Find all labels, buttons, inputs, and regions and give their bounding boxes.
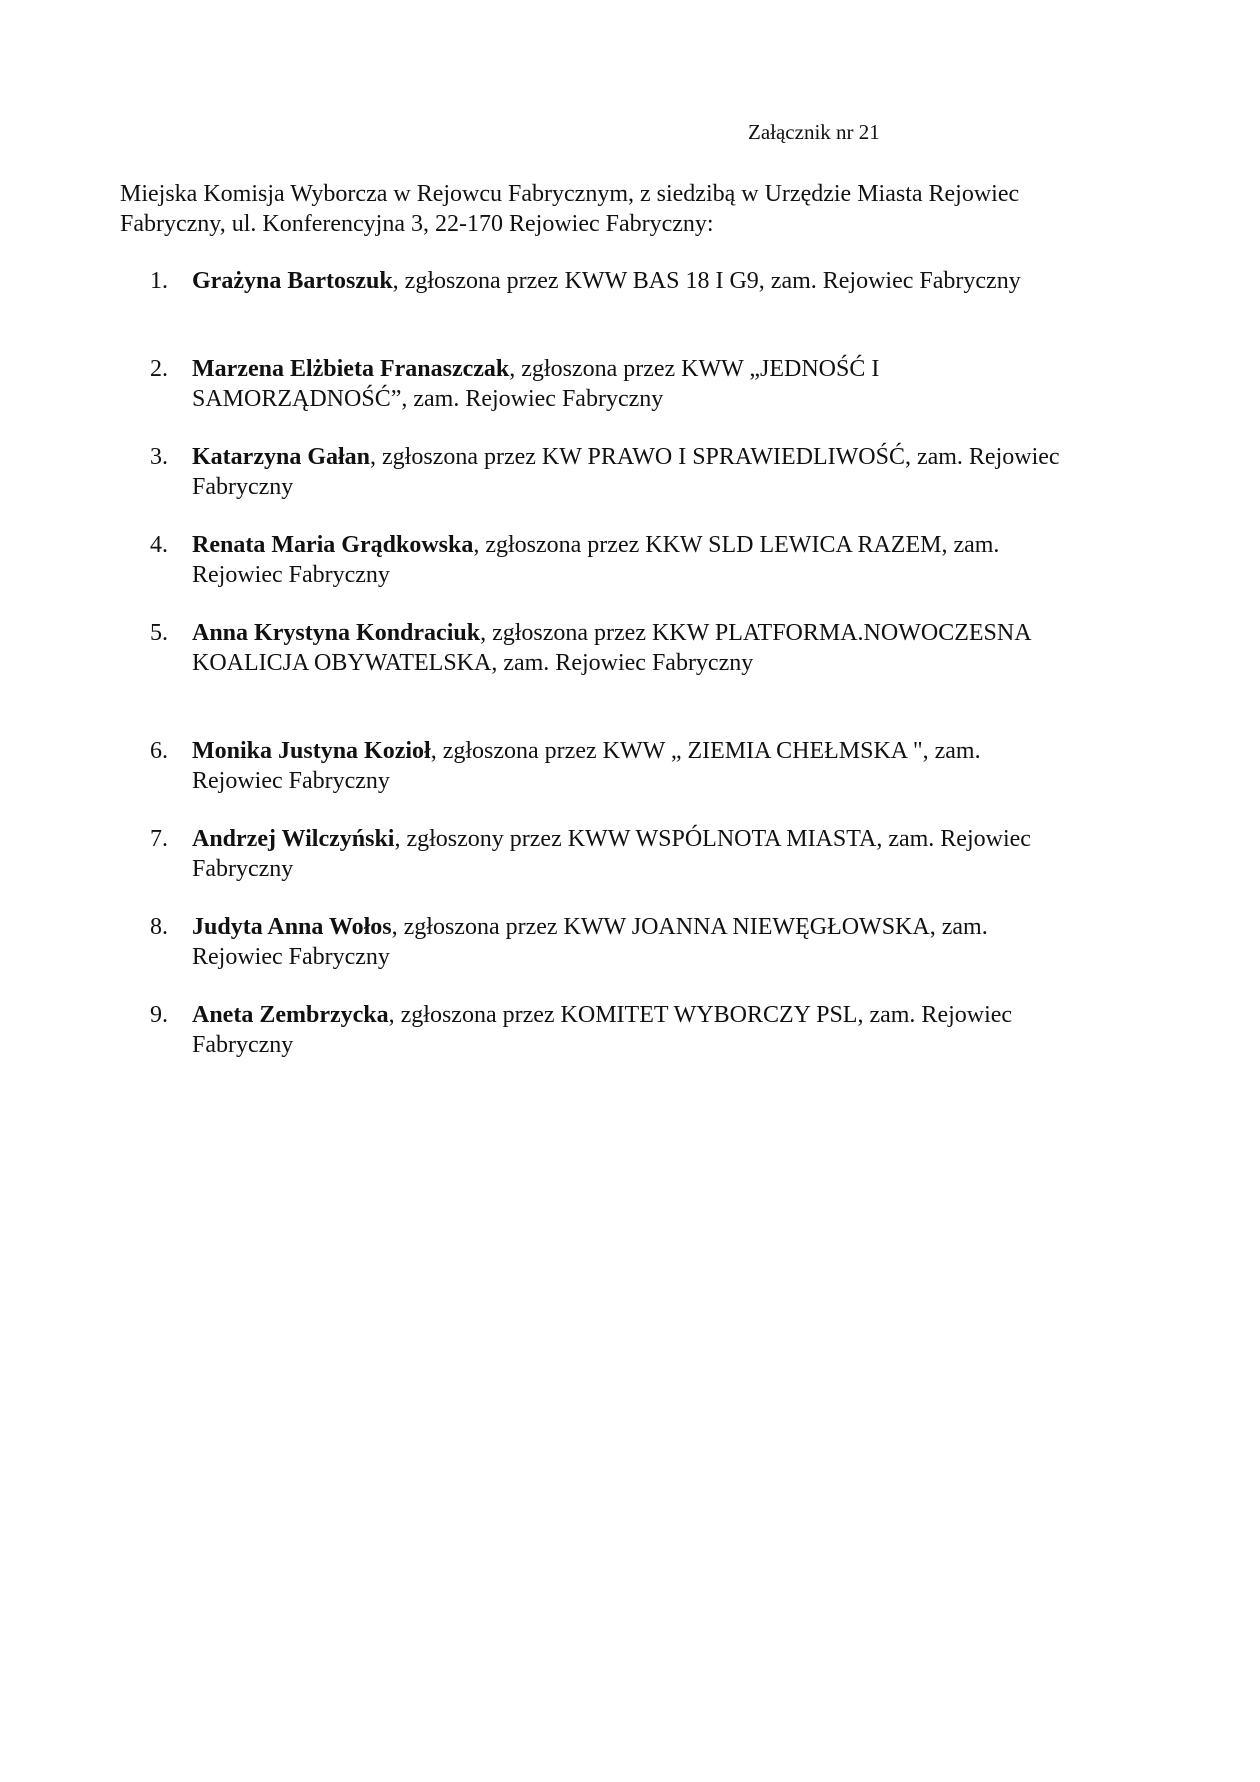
member-name: Anna Krystyna Kondraciuk: [192, 620, 481, 646]
item-number: 4.: [150, 532, 168, 558]
annex-label: Załącznik nr 21: [748, 120, 880, 144]
item-entry: [192, 912, 1072, 972]
item-entry: [192, 1000, 1072, 1060]
member-name: Judyta Anna Wołos: [192, 914, 392, 940]
member-name: Katarzyna Gałan: [192, 444, 370, 470]
member-name: Andrzej Wilczyński: [192, 826, 395, 852]
member-details: , zgłoszona przez KKW PLATFORMA.NOWOCZESNA KOALICJA OBYWATELSKA, zam. Rejowiec Fabryczny: [192, 620, 1031, 676]
item-entry: [192, 824, 1072, 884]
member-details: , zgłoszona przez KWW „ ZIEMIA CHEŁMSKA ", zam. Rejowiec Fabryczny: [192, 738, 981, 794]
member-details: , zgłoszona przez KKW SLD LEWICA RAZEM, zam. Rejowiec Fabryczny: [192, 532, 1000, 588]
commission-intro: Miejska Komisja Wyborcza w Rejowcu Fabrycznym, z siedzibą w Urzędzie Miasta Rejowiec Fabryczny, ul. Konferencyjna 3, 22-170 Rejowiec Fabryczny:: [120, 181, 1020, 237]
member-name: Grażyna Bartoszuk: [192, 268, 393, 294]
item-number: 5.: [150, 620, 168, 646]
member-name: Renata Maria Grądkowska: [192, 532, 474, 558]
member-details: , zgłoszona przez KWW BAS 18 I G9, zam. Rejowiec Fabryczny: [392, 268, 1021, 294]
item-number: 8.: [150, 914, 168, 940]
item-number: 3.: [150, 444, 168, 470]
item-number: 2.: [150, 356, 168, 382]
item-entry: [192, 618, 1072, 678]
item-number: 9.: [150, 1002, 168, 1028]
member-details: , zgłoszony przez KWW WSPÓLNOTA MIASTA, zam. Rejowiec Fabryczny: [192, 826, 1031, 882]
item-entry: [192, 736, 1072, 796]
member-name: Aneta Zembrzycka: [192, 1002, 389, 1028]
item-number: 7.: [150, 826, 168, 852]
member-details: , zgłoszona przez KWW JOANNA NIEWĘGŁOWSKA, zam. Rejowiec Fabryczny: [192, 914, 988, 970]
member-details: , zgłoszona przez KW PRAWO I SPRAWIEDLIWOŚĆ, zam. Rejowiec Fabryczny: [192, 444, 1060, 500]
member-name: Marzena Elżbieta Franaszczak: [192, 356, 510, 382]
member-name: Monika Justyna Kozioł: [192, 738, 431, 764]
item-number: 1.: [150, 268, 168, 294]
member-details: , zgłoszona przez KOMITET WYBORCZY PSL, zam. Rejowiec Fabryczny: [192, 1002, 1013, 1058]
item-entry: [192, 442, 1072, 502]
member-details: , zgłoszona przez KWW „JEDNOŚĆ I SAMORZĄDNOŚĆ”, zam. Rejowiec Fabryczny: [192, 356, 880, 412]
item-entry: [192, 266, 1072, 296]
item-entry: [192, 354, 1072, 414]
item-entry: [192, 530, 1072, 590]
item-number: 6.: [150, 738, 168, 764]
